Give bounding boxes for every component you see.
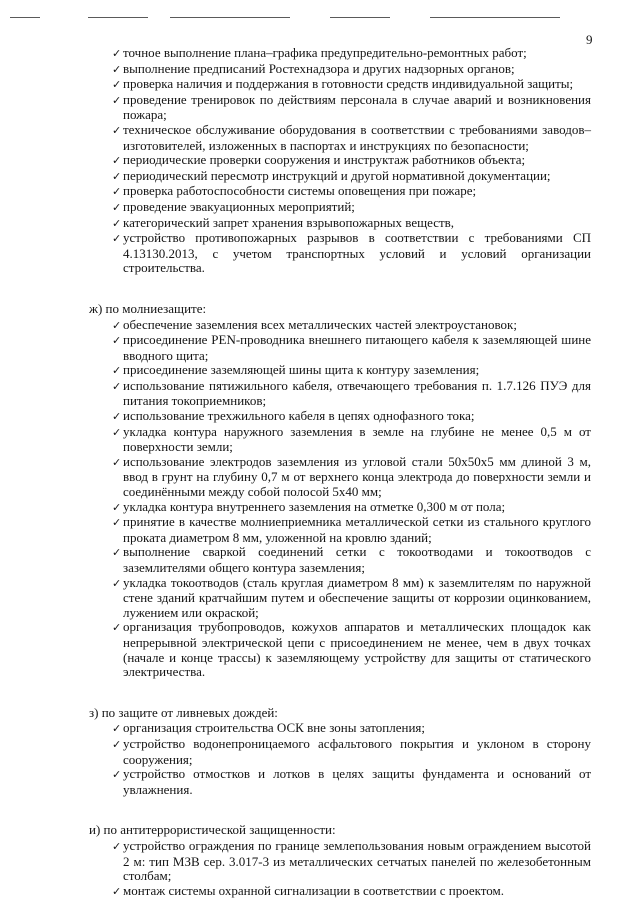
list-item-text: техническое обслуживание оборудования в соответствии с требованиями заводов–изготовителей, изложенных в паспортах и инструкциях по безопасности; (123, 121, 591, 153)
list-item-text: присоединение PEN-проводника внешнего питающего кабеля к заземляющей шине вводного щита; (123, 332, 591, 363)
checkmark-icon: ✓ (112, 364, 122, 378)
list-item (112, 332, 591, 363)
list-item (112, 230, 591, 276)
checkmark-icon: ✓ (112, 455, 122, 469)
list-item-text: организация трубопроводов, кожухов аппаратов и металлических площадок как непрерывной электрической цепи с присоединением не менее, чем в двух точках (начале и конце трассы) к заземляющему устройству для защиты от статического электричества. (123, 619, 591, 680)
checkmark-icon: ✓ (112, 169, 122, 183)
list-item-text: устройство ограждения по границе землепользования новым ограждением высотой 2 м: тип МЗВ сер. 3.017-3 из металлических сетчатых панелей по железобетонным столбам; (123, 837, 591, 884)
list-item-text: проведение тренировок по действиям персонала в случае аварий и возникновения пожара; (123, 91, 591, 123)
list-item (112, 453, 591, 500)
checkmark-icon: ✓ (112, 232, 122, 246)
list-item (112, 882, 591, 900)
list-item-text: точное выполнение плана–графика предупредительно-ремонтных работ; (123, 45, 527, 60)
section-heading-rain: з) по защите от ливневых дождей: (89, 704, 278, 720)
list-item-text: обеспечение заземления всех металлических частей электроустановок; (123, 316, 517, 332)
list-item (112, 837, 591, 884)
checkmark-icon: ✓ (112, 379, 122, 393)
list-item-text: использование трехжильного кабеля в цепях однофазного тока; (123, 408, 475, 424)
list-item (112, 60, 591, 78)
checkmark-icon: ✓ (112, 500, 122, 514)
list-item (112, 152, 591, 169)
list-item (112, 377, 591, 409)
list-item (112, 423, 591, 455)
checkmark-icon: ✓ (112, 216, 122, 230)
list-item-text: устройство водонепроницаемого асфальтового покрытия и уклоном в сторону сооружения; (123, 735, 591, 767)
list-item (112, 544, 591, 575)
list-item-text: категорический запрет хранения взрывопожарных веществ, (123, 214, 455, 230)
scan-edge-line (10, 17, 40, 18)
list-item (112, 574, 591, 621)
scan-edge-line (330, 17, 390, 18)
page-number: 9 (586, 32, 593, 47)
section-heading-antiterror: и) по антитеррористической защищенности: (89, 822, 336, 838)
list-item (112, 316, 591, 334)
list-item-text: присоединение заземляющей шины щита к контуру заземления; (123, 362, 480, 378)
document-body (0, 46, 639, 899)
list-item (112, 766, 591, 797)
list-item (112, 514, 591, 545)
list-item-text: выполнение предписаний Ростехнадзора и других надзорных органов; (123, 60, 515, 76)
list-item-text: укладка контура наружного заземления в земле на глубине не менее 0,5 м от поверхности земли; (123, 423, 591, 455)
measures-list (0, 46, 639, 276)
checkmark-icon: ✓ (112, 884, 122, 898)
list-item-text: устройство противопожарных разрывов в соответствии с требованиями СП 4.13130.2013, с учетом транспортных условий и условий организации строительства. (123, 230, 591, 276)
lightning-protection-list (0, 318, 639, 680)
list-item (112, 45, 591, 62)
checkmark-icon: ✓ (112, 516, 122, 530)
list-item-text: укладка контура внутреннего заземления на отметке 0,300 м от пола; (123, 498, 506, 514)
scan-edge-line (88, 17, 148, 18)
list-item (112, 167, 591, 185)
list-item (112, 183, 591, 200)
checkmark-icon: ✓ (112, 425, 122, 439)
checkmark-icon: ✓ (112, 93, 122, 107)
checkmark-icon: ✓ (112, 200, 122, 214)
list-item-text: проведение эвакуационных мероприятий; (123, 198, 355, 214)
checkmark-icon: ✓ (112, 318, 122, 332)
checkmark-icon: ✓ (112, 154, 122, 168)
list-item (112, 735, 591, 767)
rain-protection-list (0, 721, 639, 797)
list-item-text: выполнение сваркой соединений сетки с токоотводами и токоотводов с заземлителями общего контура заземления; (123, 544, 591, 575)
checkmark-icon: ✓ (112, 185, 122, 199)
checkmark-icon: ✓ (112, 123, 122, 137)
checkmark-icon: ✓ (112, 737, 122, 751)
checkmark-icon: ✓ (112, 62, 122, 76)
scan-edge-line (170, 17, 290, 18)
list-item-text: монтаж системы охранной сигнализации в соответствии с проектом. (123, 882, 505, 898)
list-item (112, 91, 591, 123)
checkmark-icon: ✓ (112, 78, 122, 92)
list-item (112, 214, 591, 232)
scan-edge-line (430, 17, 560, 18)
checkmark-icon: ✓ (112, 621, 122, 635)
list-item-text: организация строительства ОСК вне зоны затопления; (123, 720, 425, 736)
checkmark-icon: ✓ (112, 47, 122, 60)
list-item-text: использование пятижильного кабеля, отвечающего требования п. 1.7.126 ПУЭ для питания токоприемников; (123, 377, 591, 409)
list-item (112, 76, 591, 93)
list-item (112, 619, 591, 680)
list-item-text: принятие в качестве молниеприемника металлической сетки из стального круглого проката диаметром 8 мм, уложенной на кровлю зданий; (123, 514, 591, 545)
list-item (112, 498, 591, 516)
list-item-text: периодический пересмотр инструкций и другой нормативной документации; (123, 167, 551, 183)
checkmark-icon: ✓ (112, 768, 122, 782)
antiterror-list (0, 839, 639, 899)
list-item (112, 121, 591, 153)
section-heading-lightning: ж) по молниезащите: (89, 300, 207, 316)
list-item-text: периодические проверки сооружения и инструктаж работников объекта; (123, 152, 526, 168)
checkmark-icon: ✓ (112, 546, 122, 560)
checkmark-icon: ✓ (112, 576, 122, 590)
checkmark-icon: ✓ (112, 722, 122, 736)
list-item-text: использование электродов заземления из угловой стали 50x50x5 мм длиной 3 м, ввод в грунт на глубину 0,7 м от верхнего конца электрода до поверхности земли и соединёнными между собой полосой 5x40 мм; (123, 453, 591, 500)
list-item (112, 362, 591, 379)
list-item (112, 408, 591, 425)
checkmark-icon: ✓ (112, 839, 122, 853)
checkmark-icon: ✓ (112, 410, 122, 424)
list-item-text: устройство отмостков и лотков в целях защиты фундамента и оснований от увлажнения. (123, 766, 591, 797)
list-item-text: проверка работоспособности системы оповещения при пожаре; (123, 183, 477, 199)
list-item-text: проверка наличия и поддержания в готовности средств индивидуальной защиты; (123, 76, 574, 92)
checkmark-icon: ✓ (112, 334, 122, 348)
list-item-text: укладка токоотводов (сталь круглая диаметром 8 мм) к заземлителям по наружной стене зданий кратчайшим путем и обеспечение защиты от коррозии оцинкованием, лужением или окраской; (123, 574, 591, 620)
list-item (112, 198, 591, 216)
list-item (112, 720, 591, 737)
